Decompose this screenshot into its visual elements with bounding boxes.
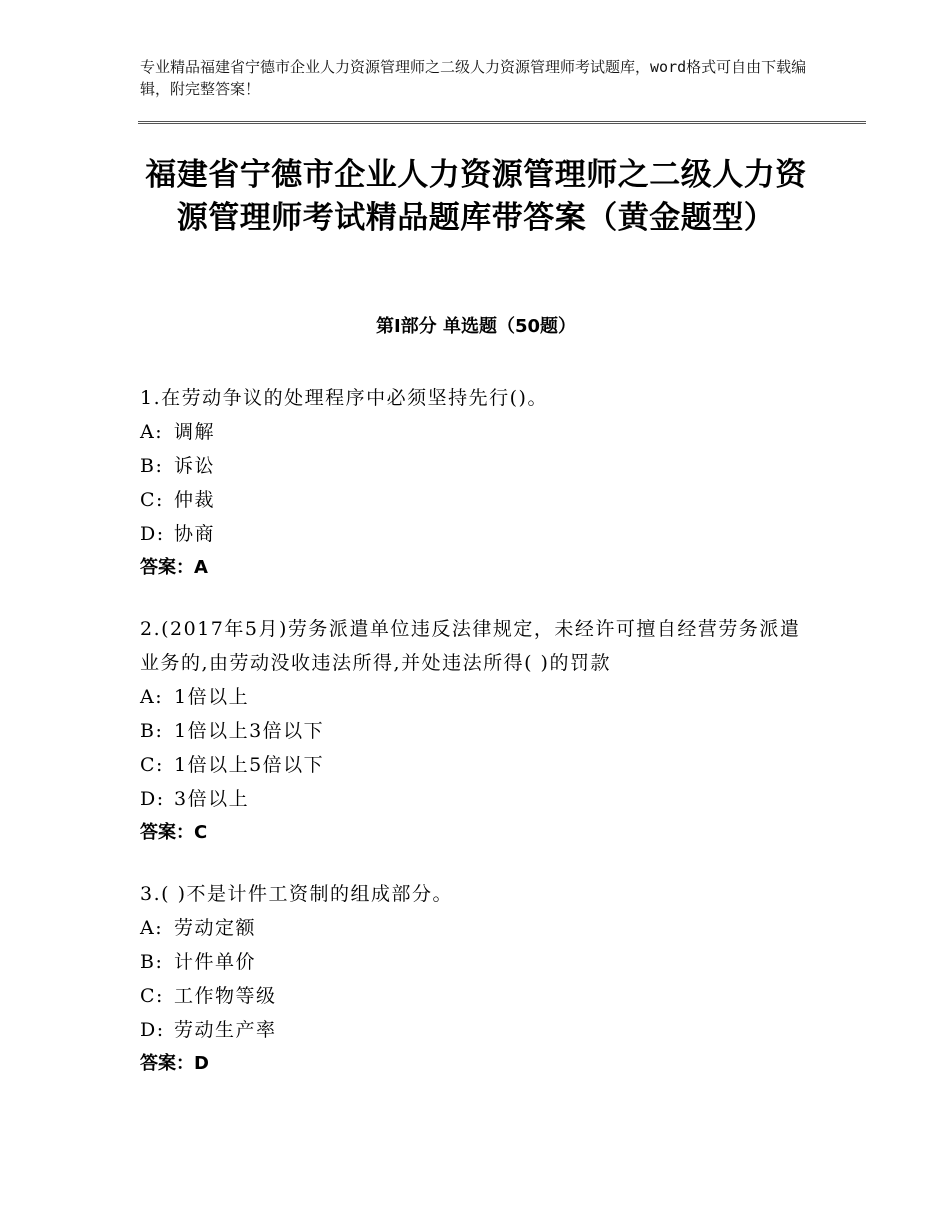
option-key: C: <box>140 754 164 776</box>
option-d <box>140 517 820 551</box>
option-a <box>140 680 820 714</box>
section-title: 第Ⅰ部分 单选题（50题） <box>375 316 576 337</box>
option-key: A: <box>140 421 164 443</box>
option-text: 仲裁 <box>174 489 216 511</box>
option-d <box>140 1013 820 1047</box>
option-text: 计件单价 <box>174 951 257 973</box>
question-text: 2.(2017年5月)劳务派遣单位违反法律规定，未经许可擅自经营劳务派遣业务的,由劳动没收违法所得,并处违法所得( )的罚款 <box>140 618 801 674</box>
option-a <box>140 911 820 945</box>
answer-label: 答案：D <box>140 1053 209 1074</box>
question-text: 3.( )不是计件工资制的组成部分。 <box>140 883 453 905</box>
option-b <box>140 449 820 483</box>
option-text: 1倍以上5倍以下 <box>174 754 325 776</box>
option-key: B: <box>140 455 164 477</box>
option-key: C: <box>140 985 164 1007</box>
option-text: 调解 <box>174 421 216 443</box>
option-text: 劳动生产率 <box>174 1019 277 1041</box>
question-3 <box>140 877 820 1081</box>
document-title: 福建省宁德市企业人力资源管理师之二级人力资源管理师考试精品题库带答案（黄金题型） <box>145 157 807 236</box>
option-text: 工作物等级 <box>174 985 277 1007</box>
answer-label: 答案：C <box>140 822 208 843</box>
option-a <box>140 415 820 449</box>
question-2 <box>140 612 820 850</box>
option-text: 劳动定额 <box>174 917 257 939</box>
option-text: 诉讼 <box>174 455 216 477</box>
option-c <box>140 979 820 1013</box>
option-c <box>140 483 820 517</box>
option-text: 1倍以上 <box>174 686 250 708</box>
option-key: A: <box>140 686 164 708</box>
option-key: D: <box>140 788 165 810</box>
option-key: C: <box>140 489 164 511</box>
header-divider <box>138 121 866 124</box>
answer-label: 答案：A <box>140 557 208 578</box>
option-key: B: <box>140 720 164 742</box>
option-key: D: <box>140 1019 165 1041</box>
option-d <box>140 782 820 816</box>
option-text: 3倍以上 <box>174 788 250 810</box>
question-1 <box>140 381 820 585</box>
option-key: D: <box>140 523 165 545</box>
option-key: A: <box>140 917 164 939</box>
question-list <box>140 381 820 1108</box>
header-note: 专业精品福建省宁德市企业人力资源管理师之二级人力资源管理师考试题库，word格式可自由下载编辑，附完整答案！ <box>140 58 807 98</box>
question-text: 1.在劳动争议的处理程序中必须坚持先行()。 <box>140 387 548 409</box>
option-c <box>140 748 820 782</box>
option-b <box>140 714 820 748</box>
option-text: 1倍以上3倍以下 <box>174 720 325 742</box>
option-key: B: <box>140 951 164 973</box>
option-b <box>140 945 820 979</box>
option-text: 协商 <box>174 523 216 545</box>
